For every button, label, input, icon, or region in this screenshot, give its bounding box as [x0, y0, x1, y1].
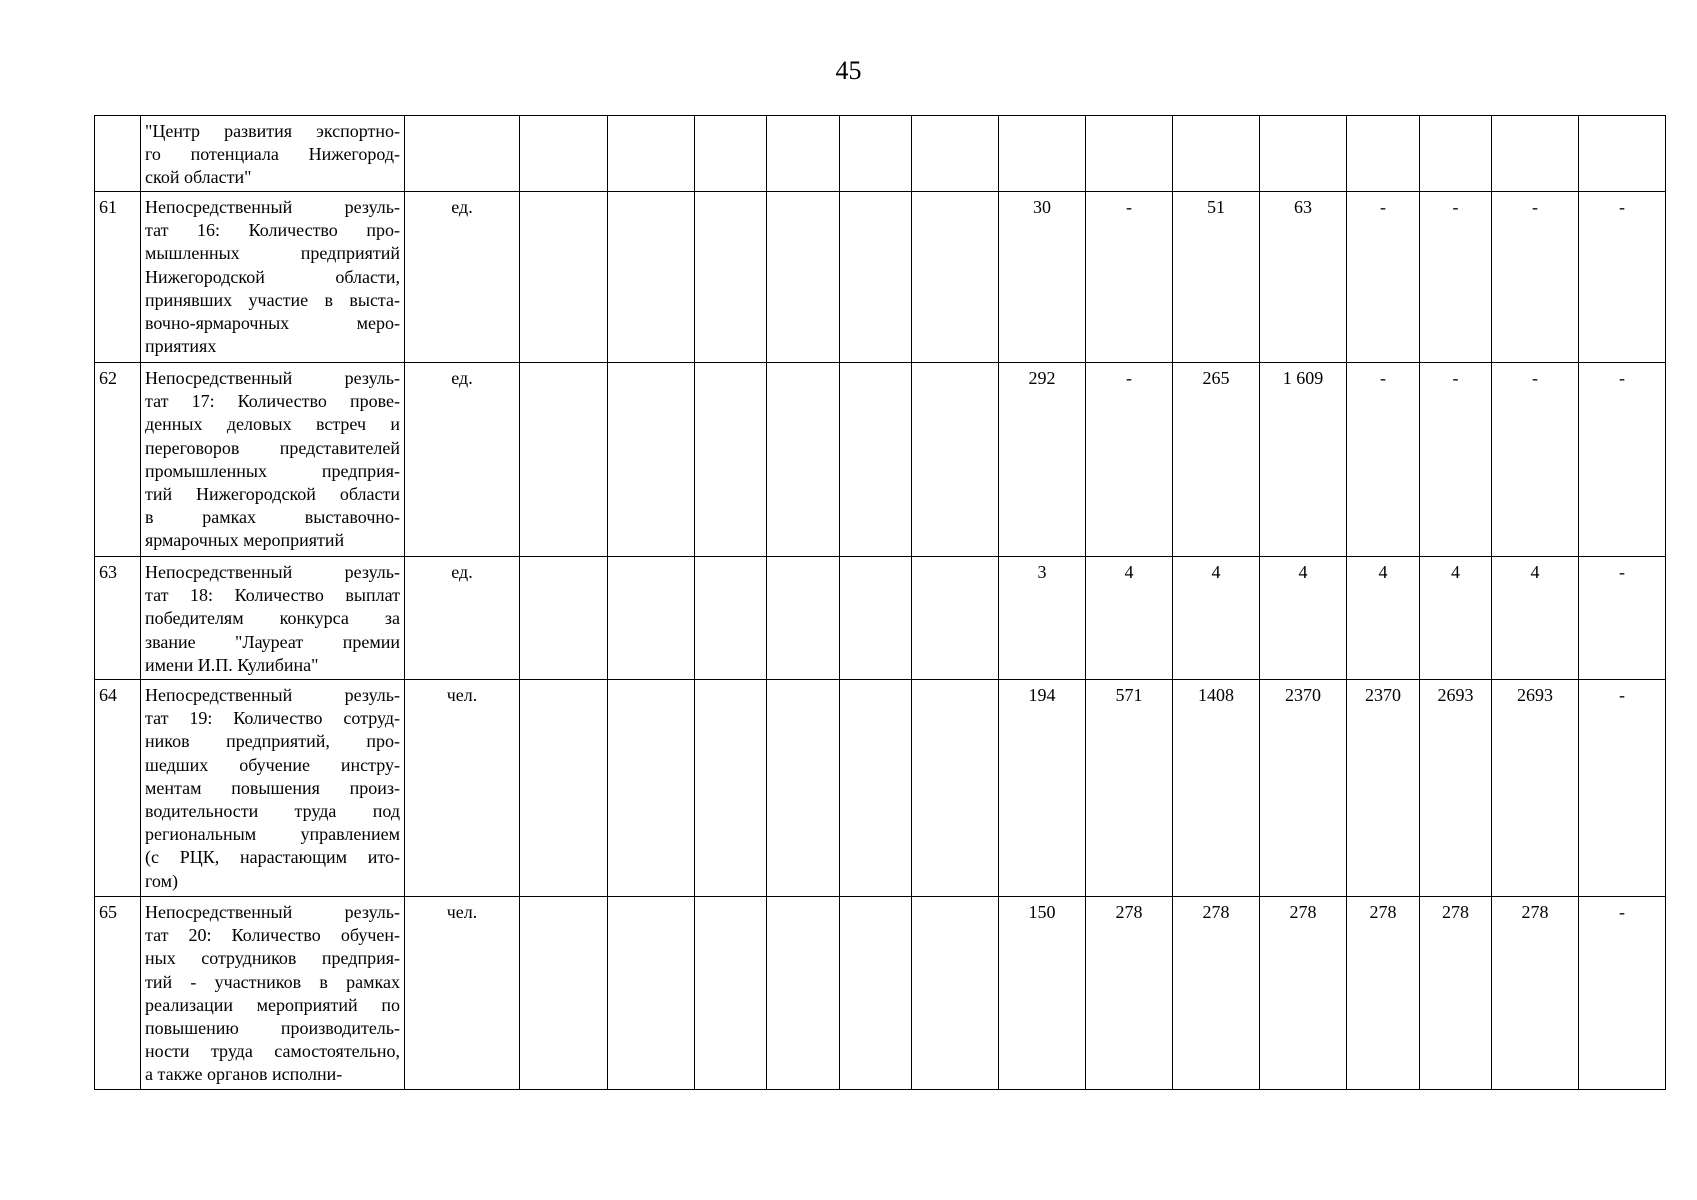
- empty-cell: [840, 116, 912, 192]
- value-cell: [999, 116, 1086, 192]
- empty-cell: [840, 192, 912, 363]
- unit-cell: чел.: [405, 680, 520, 897]
- row-description: [141, 192, 405, 363]
- value-cell: 4: [1492, 557, 1579, 680]
- description-line: шедших обучение инстру-: [145, 754, 400, 775]
- unit-cell: ед.: [405, 557, 520, 680]
- value-cell: -: [1579, 680, 1666, 897]
- description-line: переговоров представителей: [145, 437, 400, 458]
- description-line: Непосредственный резуль-: [145, 197, 400, 217]
- value-cell: [1173, 116, 1260, 192]
- value-cell: 2370: [1347, 680, 1420, 897]
- empty-cell: [608, 680, 695, 897]
- value-cell: [1347, 116, 1420, 192]
- description-line: ности труда самостоятельно,: [145, 1041, 400, 1062]
- empty-cell: [608, 116, 695, 192]
- description-line: тий - участников в рамках: [145, 971, 400, 992]
- value-cell: 278: [1260, 897, 1347, 1090]
- unit-cell: ед.: [405, 363, 520, 557]
- value-cell: -: [1579, 897, 1666, 1090]
- value-cell: 1 609: [1260, 363, 1347, 557]
- value-cell: 150: [999, 897, 1086, 1090]
- description-line: вочно-ярмарочных меро-: [145, 313, 400, 334]
- description-line: (с РЦК, нарастающим ито-: [145, 847, 400, 868]
- table-row: [95, 680, 1666, 897]
- description-line: тат 17: Количество прове-: [145, 391, 400, 412]
- empty-cell: [695, 680, 767, 897]
- value-cell: 4: [1420, 557, 1492, 680]
- table-row: [95, 363, 1666, 557]
- empty-cell: [912, 897, 999, 1090]
- description-line: ской области": [145, 167, 252, 188]
- value-cell: 4: [1260, 557, 1347, 680]
- empty-cell: [608, 363, 695, 557]
- empty-cell: [912, 192, 999, 363]
- empty-cell: [520, 680, 608, 897]
- description-line: водительности труда под: [145, 801, 400, 822]
- value-cell: 194: [999, 680, 1086, 897]
- empty-cell: [767, 897, 840, 1090]
- value-cell: -: [1420, 363, 1492, 557]
- empty-cell: [695, 363, 767, 557]
- row-description: [141, 680, 405, 897]
- description-line: тат 16: Количество про-: [145, 220, 400, 241]
- empty-cell: [912, 557, 999, 680]
- value-cell: -: [1347, 363, 1420, 557]
- value-cell: -: [1420, 192, 1492, 363]
- description-line: промышленных предприя-: [145, 460, 400, 481]
- value-cell: [1420, 116, 1492, 192]
- table-row: [95, 557, 1666, 680]
- unit-cell: ед.: [405, 192, 520, 363]
- empty-cell: [840, 363, 912, 557]
- description-line: имени И.П. Кулибина": [145, 654, 319, 675]
- description-line: приятиях: [145, 336, 217, 357]
- value-cell: -: [1579, 192, 1666, 363]
- description-line: Непосредственный резуль-: [145, 902, 400, 922]
- description-line: а также органов исполни-: [145, 1064, 343, 1085]
- empty-cell: [520, 192, 608, 363]
- value-cell: 51: [1173, 192, 1260, 363]
- description-line: Непосредственный резуль-: [145, 562, 400, 582]
- description-line: тат 19: Количество сотруд-: [145, 708, 400, 729]
- page-number: 45: [835, 56, 862, 85]
- value-cell: 2693: [1492, 680, 1579, 897]
- empty-cell: [520, 363, 608, 557]
- description-line: го потенциала Нижегород-: [145, 144, 400, 165]
- value-cell: 278: [1347, 897, 1420, 1090]
- row-description: [141, 557, 405, 680]
- empty-cell: [608, 897, 695, 1090]
- value-cell: 1408: [1173, 680, 1260, 897]
- empty-cell: [695, 897, 767, 1090]
- table-row: [95, 897, 1666, 1090]
- description-line: в рамках выставочно-: [145, 507, 400, 528]
- empty-cell: [912, 363, 999, 557]
- description-line: ментам повышения произ-: [145, 777, 400, 798]
- empty-cell: [767, 363, 840, 557]
- empty-cell: [695, 557, 767, 680]
- value-cell: 292: [999, 363, 1086, 557]
- value-cell: 278: [1173, 897, 1260, 1090]
- value-cell: [1260, 116, 1347, 192]
- value-cell: -: [1492, 192, 1579, 363]
- value-cell: 4: [1347, 557, 1420, 680]
- row-description: [141, 116, 405, 192]
- value-cell: 2693: [1420, 680, 1492, 897]
- description-line: принявших участие в выста-: [145, 289, 400, 310]
- table-row: [95, 116, 1666, 192]
- description-line: ярмарочных мероприятий: [145, 530, 345, 551]
- table-row: [95, 192, 1666, 363]
- value-cell: 4: [1086, 557, 1173, 680]
- value-cell: [1492, 116, 1579, 192]
- description-line: ников предприятий, про-: [145, 731, 400, 752]
- value-cell: -: [1579, 557, 1666, 680]
- value-cell: 2370: [1260, 680, 1347, 897]
- value-cell: 278: [1420, 897, 1492, 1090]
- row-number: 62: [95, 363, 141, 557]
- value-cell: 63: [1260, 192, 1347, 363]
- description-line: тат 20: Количество обучен-: [145, 925, 400, 946]
- empty-cell: [608, 557, 695, 680]
- empty-cell: [767, 192, 840, 363]
- empty-cell: [608, 192, 695, 363]
- description-line: региональным управлением: [145, 824, 400, 845]
- description-line: денных деловых встреч и: [145, 414, 400, 435]
- value-cell: 278: [1492, 897, 1579, 1090]
- value-cell: [1579, 116, 1666, 192]
- row-description: [141, 897, 405, 1090]
- empty-cell: [767, 116, 840, 192]
- value-cell: -: [1579, 363, 1666, 557]
- empty-cell: [695, 116, 767, 192]
- value-cell: [1086, 116, 1173, 192]
- description-line: гом): [145, 870, 178, 891]
- row-number: 64: [95, 680, 141, 897]
- indicators-table: [94, 115, 1666, 1090]
- unit-cell: чел.: [405, 897, 520, 1090]
- description-line: тий Нижегородской области: [145, 484, 400, 505]
- empty-cell: [840, 680, 912, 897]
- empty-cell: [520, 116, 608, 192]
- description-line: реализации мероприятий по: [145, 994, 400, 1015]
- row-description: [141, 363, 405, 557]
- empty-cell: [912, 680, 999, 897]
- row-number: 65: [95, 897, 141, 1090]
- description-line: Нижегородской области,: [145, 266, 400, 287]
- value-cell: 265: [1173, 363, 1260, 557]
- value-cell: 3: [999, 557, 1086, 680]
- empty-cell: [767, 680, 840, 897]
- value-cell: -: [1086, 192, 1173, 363]
- description-line: "Центр развития экспортно-: [145, 121, 400, 141]
- empty-cell: [912, 116, 999, 192]
- description-line: звание "Лауреат премии: [145, 631, 400, 652]
- value-cell: 571: [1086, 680, 1173, 897]
- description-line: повышению производитель-: [145, 1018, 400, 1039]
- description-line: тат 18: Количество выплат: [145, 585, 400, 606]
- description-line: мышленных предприятий: [145, 243, 400, 264]
- row-number: 63: [95, 557, 141, 680]
- value-cell: 4: [1173, 557, 1260, 680]
- description-line: Непосредственный резуль-: [145, 685, 400, 705]
- unit-cell: [405, 116, 520, 192]
- empty-cell: [767, 557, 840, 680]
- description-line: победителям конкурса за: [145, 608, 400, 629]
- value-cell: -: [1347, 192, 1420, 363]
- row-number: [95, 116, 141, 192]
- value-cell: -: [1086, 363, 1173, 557]
- description-line: ных сотрудников предприя-: [145, 948, 400, 969]
- value-cell: -: [1492, 363, 1579, 557]
- empty-cell: [840, 897, 912, 1090]
- empty-cell: [840, 557, 912, 680]
- row-number: 61: [95, 192, 141, 363]
- empty-cell: [695, 192, 767, 363]
- value-cell: 278: [1086, 897, 1173, 1090]
- empty-cell: [520, 557, 608, 680]
- value-cell: 30: [999, 192, 1086, 363]
- empty-cell: [520, 897, 608, 1090]
- description-line: Непосредственный резуль-: [145, 368, 400, 388]
